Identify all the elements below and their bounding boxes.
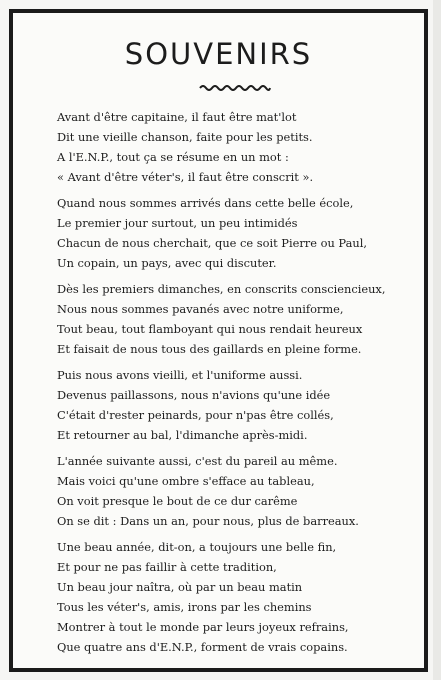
poem-line: Le premier jour surtout, un peu intimidés xyxy=(57,216,298,230)
stanza-5 xyxy=(57,451,427,531)
stanza-4 xyxy=(57,365,427,445)
poem-line: Dit une vieille chanson, faite pour les petits. xyxy=(57,130,313,144)
poem-line: Un beau jour naîtra, où par un beau matin xyxy=(57,580,303,594)
poem-line: Une beau année, dit-on, a toujours une belle fin, xyxy=(57,540,337,554)
poem-line: Et pour ne pas faillir à cette tradition, xyxy=(57,560,277,574)
poem-title: SOUVENIRS xyxy=(124,37,313,71)
poem-line: Nous nous sommes pavanés avec notre uniforme, xyxy=(57,302,344,316)
poem-line: Montrer à tout le monde par leurs joyeux refrains, xyxy=(57,620,349,634)
wavy-divider-icon xyxy=(199,83,271,93)
poem-line: Tous les véter's, amis, irons par les chemins xyxy=(57,600,312,614)
poem-line: On voit presque le bout de ce dur carême xyxy=(57,494,298,508)
poem-line: Devenus paillassons, nous n'avions qu'une idée xyxy=(57,388,331,402)
poem-line: Quand nous sommes arrivés dans cette belle école, xyxy=(57,196,354,210)
poem-line: Avant d'être capitaine, il faut être mat'lot xyxy=(57,110,297,124)
page-edge xyxy=(433,0,441,680)
poem-line: C'était d'rester peinards, pour n'pas être collés, xyxy=(57,408,334,422)
stanza-2 xyxy=(57,193,427,273)
poem-line: Chacun de nous cherchait, que ce soit Pierre ou Paul, xyxy=(57,236,367,250)
poem-line: Dès les premiers dimanches, en conscrits consciencieux, xyxy=(57,282,386,296)
stanza-3 xyxy=(57,279,427,359)
poem-line: A l'E.N.P., tout ça se résume en un mot : xyxy=(57,150,289,164)
poem-line: On se dit : Dans un an, pour nous, plus de barreaux. xyxy=(57,514,359,528)
poem-line: Et retourner au bal, l'dimanche après-midi. xyxy=(57,428,308,442)
poem-line: Que quatre ans d'E.N.P., forment de vrais copains. xyxy=(57,640,348,654)
poem-body xyxy=(57,107,427,663)
poem-line: Puis nous avons vieilli, et l'uniforme aussi. xyxy=(57,368,303,382)
stanza-1 xyxy=(57,107,427,187)
stanza-6 xyxy=(57,537,427,657)
page-frame xyxy=(9,9,428,672)
poem-line: Mais voici qu'une ombre s'efface au tableau, xyxy=(57,474,315,488)
poem-line: Et faisait de nous tous des gaillards en pleine forme. xyxy=(57,342,362,356)
poem-line: L'année suivante aussi, c'est du pareil au même. xyxy=(57,454,338,468)
poem-line: « Avant d'être véter's, il faut être conscrit ». xyxy=(57,170,314,184)
poem-line: Un copain, un pays, avec qui discuter. xyxy=(57,256,277,270)
poem-line: Tout beau, tout flamboyant qui nous rendait heureux xyxy=(57,322,363,336)
